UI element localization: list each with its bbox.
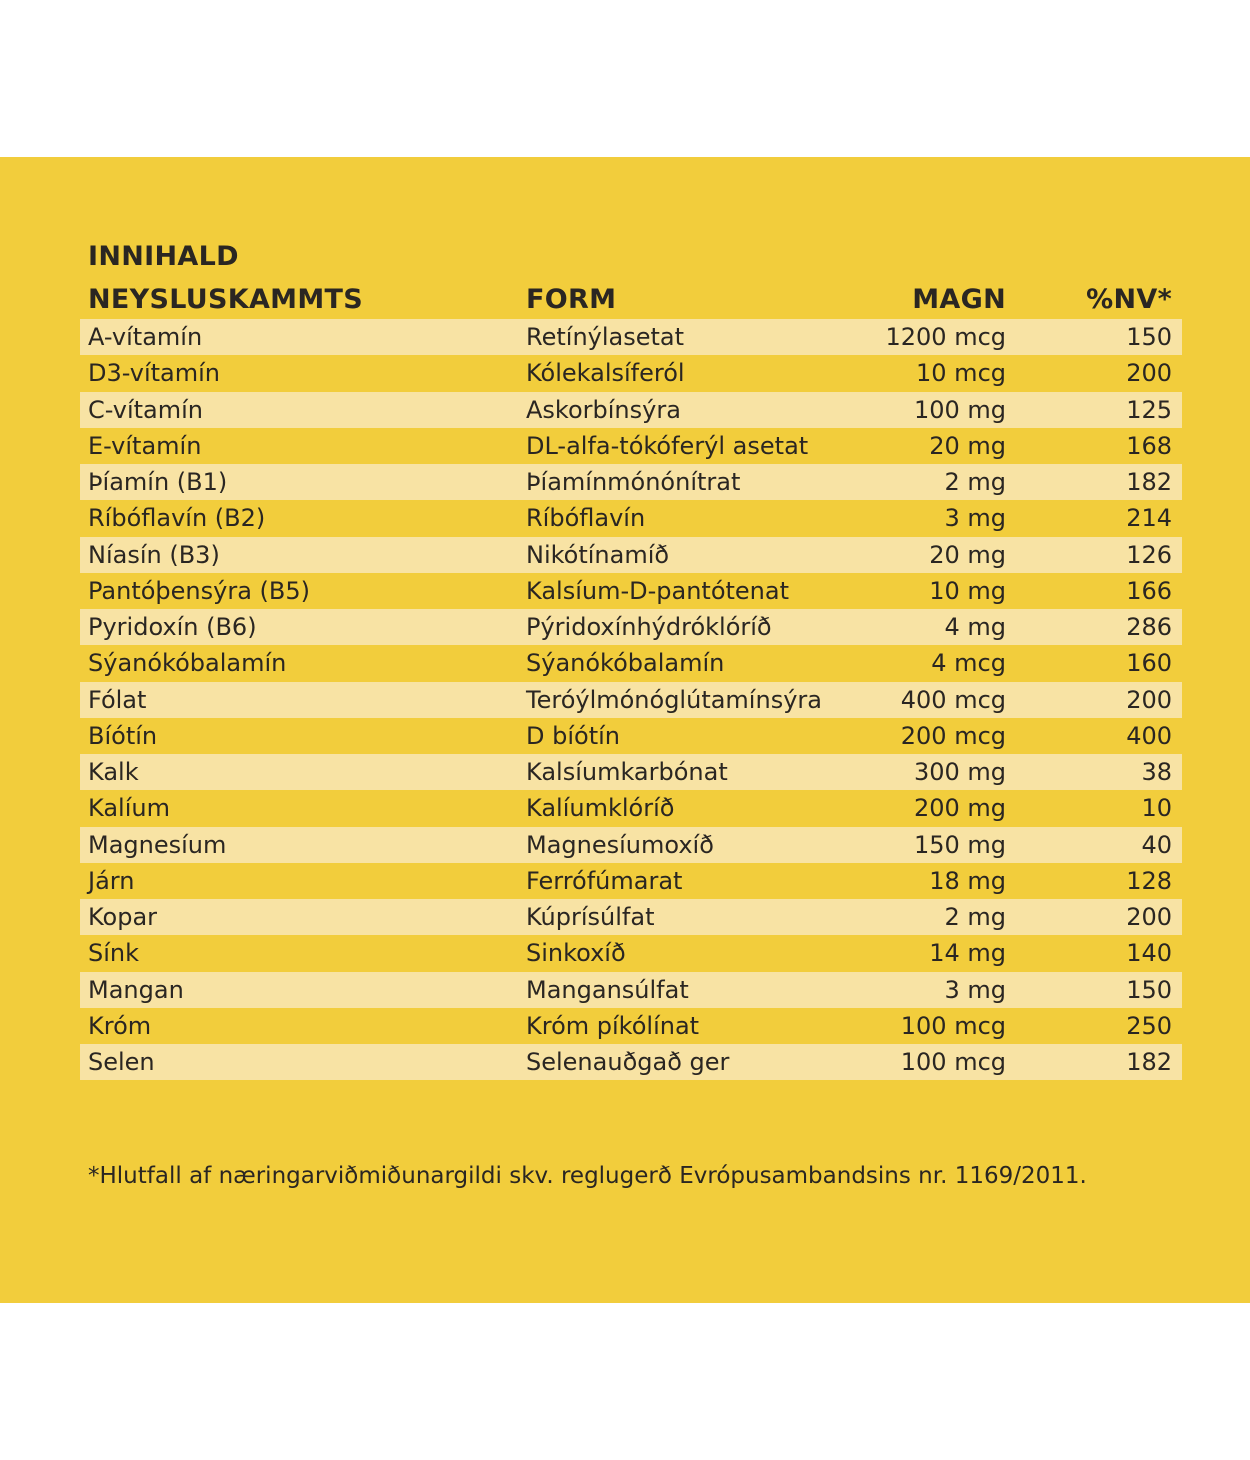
nutrient-form: D bíótín <box>526 721 620 750</box>
nutrient-form: Króm píkólínat <box>526 1011 700 1040</box>
header-form: FORM <box>526 284 617 315</box>
nutrient-form: Kalsíumkarbónat <box>526 758 728 786</box>
table-row <box>80 1008 1182 1044</box>
table-row <box>80 682 1182 718</box>
table-row <box>80 718 1182 754</box>
nutrient-amount: 4 mg <box>944 613 1006 641</box>
nutrient-name: Járn <box>88 866 135 895</box>
nutrient-name: Mangan <box>88 975 184 1004</box>
nutrient-nv: 200 <box>1126 903 1172 931</box>
nutrient-name: Selen <box>88 1048 155 1076</box>
nutrient-nv: 150 <box>1126 323 1172 351</box>
nutrient-table <box>80 319 1182 1080</box>
nutrient-name: Fólat <box>88 685 147 714</box>
nutrient-amount: 4 mcg <box>931 649 1006 678</box>
table-row <box>80 645 1182 681</box>
nutrient-nv: 125 <box>1126 395 1172 424</box>
table-row <box>80 972 1182 1008</box>
nutrient-form: Kúprísúlfat <box>526 903 655 931</box>
nutrient-nv: 160 <box>1126 649 1172 678</box>
nutrient-name: Bíótín <box>88 721 158 750</box>
nutrient-nv: 168 <box>1126 431 1172 460</box>
nutrient-amount: 200 mcg <box>900 721 1006 750</box>
table-row <box>80 355 1182 391</box>
table-row <box>80 500 1182 536</box>
nutrient-amount: 300 mg <box>913 758 1006 786</box>
nutrient-nv: 214 <box>1126 504 1172 533</box>
table-header <box>88 235 1182 321</box>
nutrient-amount: 100 mg <box>913 395 1006 424</box>
table-row <box>80 899 1182 935</box>
nutrient-form: Askorbínsýra <box>526 395 681 424</box>
nutrient-form: DL-alfa-tókóferýl asetat <box>526 431 809 460</box>
nutrient-name: Króm <box>88 1011 152 1040</box>
nutrient-form: Nikótínamíð <box>526 540 670 569</box>
table-row <box>80 319 1182 355</box>
nutrient-name: Þíamín (B1) <box>88 468 228 496</box>
nutrient-amount: 3 mg <box>944 504 1006 533</box>
table-row <box>80 537 1182 573</box>
nutrient-amount: 3 mg <box>944 975 1006 1004</box>
table-row <box>80 609 1182 645</box>
header-nv: %NV* <box>1086 284 1172 315</box>
table-row <box>80 790 1182 826</box>
nutrient-name: C-vítamín <box>88 395 204 424</box>
nutrient-amount: 100 mcg <box>900 1011 1006 1040</box>
nutrient-form: Ferrófúmarat <box>526 866 683 895</box>
nutrient-form: Retínýlasetat <box>526 323 685 351</box>
footnote: *Hlutfall af næringarviðmiðunargildi skv. reglugerð Evrópusambandsins nr. 1169/2011. <box>88 1163 1087 1189</box>
nutrient-nv: 40 <box>1141 830 1172 859</box>
nutrient-form: Þíamínmónónítrat <box>526 468 741 496</box>
nutrient-name: Pyridoxín (B6) <box>88 613 257 641</box>
nutrient-nv: 140 <box>1126 939 1172 968</box>
nutrient-form: Sinkoxíð <box>526 939 626 968</box>
nutrient-amount: 20 mg <box>929 431 1006 460</box>
table-row <box>80 935 1182 971</box>
nutrient-amount: 10 mcg <box>916 359 1006 388</box>
table-row <box>80 428 1182 464</box>
nutrient-nv: 38 <box>1141 758 1172 786</box>
nutrient-form: Kalsíum-D-pantótenat <box>526 576 790 605</box>
nutrient-nv: 128 <box>1126 866 1172 895</box>
header-amount: MAGN <box>912 284 1006 315</box>
table-row <box>80 863 1182 899</box>
nutrient-form: Ríbóflavín <box>526 504 646 533</box>
nutrient-amount: 100 mcg <box>900 1048 1006 1076</box>
nutrient-nv: 166 <box>1126 576 1172 605</box>
nutrient-form: Teróýlmónóglútamínsýra <box>526 685 822 714</box>
nutrient-form: Mangansúlfat <box>526 975 689 1004</box>
nutrient-name: Níasín (B3) <box>88 540 220 569</box>
nutrient-form: Kólekalsíferól <box>526 359 685 388</box>
nutrient-nv: 200 <box>1126 359 1172 388</box>
nutrient-nv: 286 <box>1126 613 1172 641</box>
nutrient-nv: 150 <box>1126 975 1172 1004</box>
nutrient-amount: 14 mg <box>929 939 1006 968</box>
nutrient-name: Magnesíum <box>88 830 227 859</box>
nutrient-name: D3-vítamín <box>88 359 221 388</box>
nutrient-amount: 2 mg <box>944 903 1006 931</box>
nutrient-amount: 400 mcg <box>900 685 1006 714</box>
nutrient-name: Pantóþensýra (B5) <box>88 576 310 605</box>
header-ingredient: NEYSLUSKAMMTS <box>88 284 363 315</box>
nutrient-amount: 18 mg <box>929 866 1006 895</box>
table-row <box>80 464 1182 500</box>
nutrient-name: Kalk <box>88 758 139 786</box>
nutrient-name: Ríbóflavín (B2) <box>88 504 266 533</box>
nutrient-nv: 182 <box>1126 1048 1172 1076</box>
nutrient-amount: 20 mg <box>929 540 1006 569</box>
nutrient-nv: 400 <box>1126 721 1172 750</box>
table-row <box>80 754 1182 790</box>
nutrient-form: Selenauðgað ger <box>526 1048 730 1076</box>
nutrient-name: Kopar <box>88 903 158 931</box>
nutrient-name: Kalíum <box>88 794 170 823</box>
table-row <box>80 573 1182 609</box>
nutrient-form: Sýanókóbalamín <box>526 649 725 678</box>
nutrient-nv: 10 <box>1141 794 1172 823</box>
nutrient-amount: 150 mg <box>913 830 1006 859</box>
nutrient-name: Sýanókóbalamín <box>88 649 287 678</box>
nutrient-amount: 200 mg <box>913 794 1006 823</box>
nutrient-amount: 10 mg <box>929 576 1006 605</box>
nutrient-nv: 126 <box>1126 540 1172 569</box>
table-row <box>80 1044 1182 1080</box>
nutrient-nv: 182 <box>1126 468 1172 496</box>
table-row <box>80 392 1182 428</box>
nutrient-name: Sínk <box>88 939 140 968</box>
nutrient-name: A-vítamín <box>88 323 203 351</box>
nutrient-form: Magnesíumoxíð <box>526 830 714 859</box>
nutrient-nv: 250 <box>1126 1011 1172 1040</box>
nutrient-amount: 2 mg <box>944 468 1006 496</box>
header-innihald: INNIHALD <box>88 241 239 272</box>
nutrition-panel <box>0 157 1250 1303</box>
nutrient-nv: 200 <box>1126 685 1172 714</box>
nutrient-form: Kalíumklóríð <box>526 794 675 823</box>
nutrient-form: Pýridoxínhýdróklóríð <box>526 613 772 641</box>
nutrient-name: E-vítamín <box>88 431 202 460</box>
table-row <box>80 827 1182 863</box>
nutrient-amount: 1200 mcg <box>885 323 1006 351</box>
